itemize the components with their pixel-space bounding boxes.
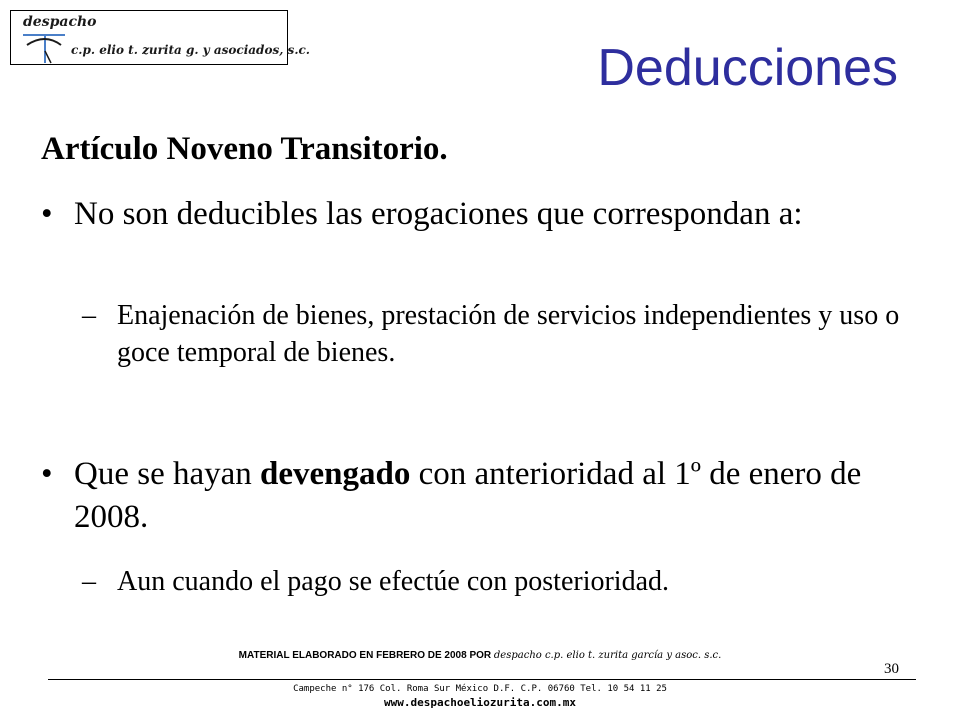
sub-bullet-mark: – (82, 566, 96, 597)
sub-bullet-mark: – (82, 300, 96, 331)
company-logo (10, 10, 310, 65)
sub-bullet-text: Enajenación de bienes, prestación de servicios independientes y uso o goce temporal de bienes. (117, 300, 900, 368)
slide-title: Deducciones (597, 39, 898, 97)
footer-website-link[interactable]: www.despachoeliozurita.com.mx (383, 696, 577, 709)
sub-bullet-item (82, 297, 902, 371)
logo-tagline: c.p. elio t. zurita g. y asociados, s.c. (71, 43, 310, 57)
slide-subtitle: Artículo Noveno Transitorio. (41, 131, 448, 167)
bullet-mark: • (41, 196, 53, 232)
bullet-item (41, 453, 921, 539)
sub-bullet-text: Aun cuando el pago se efectúe con posterioridad. (117, 566, 670, 597)
footer-credit (0, 650, 960, 661)
bullet-text-post: con anterioridad al 1º de enero de 2008. (74, 456, 862, 535)
footer-note-text: MATERIAL ELABORADO EN FEBRERO DE 2008 POR (238, 650, 494, 661)
footer-firm-name: despacho c.p. elio t. zurita garcía y asoc. s.c. (493, 650, 722, 661)
bullet-text-emphasis: devengado (260, 456, 411, 492)
bullet-mark: • (41, 456, 53, 492)
bullet-text (74, 453, 921, 539)
page-number: 30 (884, 661, 899, 677)
bullet-text: No son deducibles las erogaciones que correspondan a: (74, 196, 803, 232)
footer-divider (48, 679, 916, 680)
sub-bullet-item (82, 563, 902, 600)
logo-word: despacho (23, 14, 97, 30)
logo-emblem-icon (21, 31, 67, 65)
bullet-text-pre: Que se hayan (74, 456, 261, 492)
bullet-item (41, 193, 921, 236)
footer-address: Campeche n° 176 Col. Roma Sur México D.F. C.P. 06760 Tel. 10 54 11 25 (293, 684, 667, 694)
